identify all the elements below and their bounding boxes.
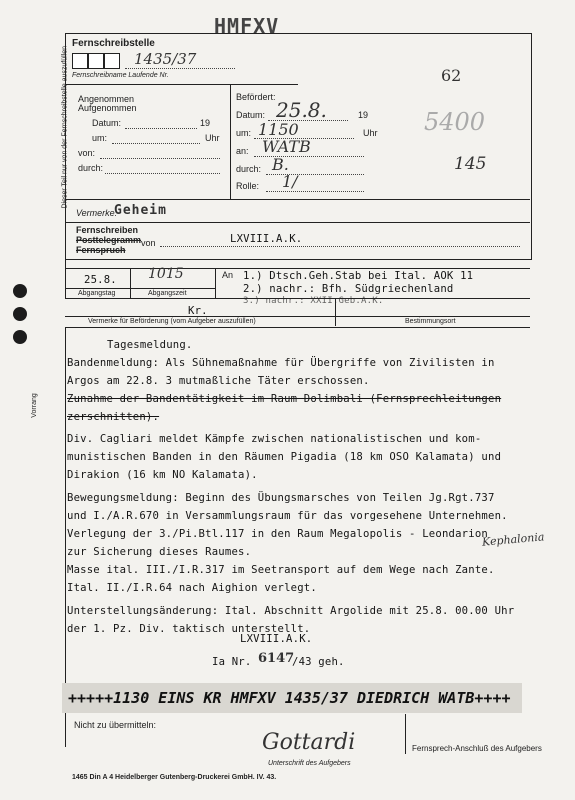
punch-hole — [13, 330, 27, 344]
dispatch-time-label: Abgangszeit — [148, 290, 187, 297]
forwarded-date-label: Datum: — [236, 110, 266, 120]
message-line: Bewegungsmeldung: Beginn des Übungsmarsches von Teilen Jg.Rgt.737 — [67, 492, 495, 504]
priority: Kr. — [188, 305, 208, 317]
serial-number: 1435/37 — [134, 50, 197, 68]
forwarded-to-label: an: — [236, 146, 249, 156]
message-line: Tagesmeldung. — [107, 339, 193, 351]
office-title: Fernschreibstelle — [72, 38, 155, 49]
recipient-3: 3.) nachr.: XXII.Geb.A.K. — [243, 296, 384, 306]
remark-label: Vermerke: — [76, 208, 118, 218]
message-line: Masse ital. III./I.R.317 im Seetransport auf dem Wege nach Zante. — [67, 564, 495, 576]
received-time-unit: Uhr — [205, 133, 220, 143]
received-heading-1: Angenommen — [78, 94, 135, 104]
dispatch-date-label: Abgangstag — [78, 290, 116, 297]
forwarded-time-value: 1150 — [258, 120, 299, 139]
teleprinter-strip: +++++1130 EINS KR HMFXV 1435/37 DIEDRICH WATB++++ — [68, 689, 511, 707]
header-stamp: HMFXV — [214, 14, 280, 38]
message-line-struck: zerschnitten). — [67, 411, 160, 423]
from-label: von — [141, 238, 156, 248]
message-line: Dirakion (16 km NO Kalamata). — [67, 469, 258, 481]
message-line: Argos am 22.8. 3 mutmaßliche Täter erschossen. — [67, 375, 370, 387]
reference-number: 6147 — [258, 651, 295, 666]
dispatch-time: 1015 — [148, 266, 184, 282]
destination-caption: Bestimmungsort — [405, 318, 456, 325]
forwarded-time-unit: Uhr — [363, 128, 378, 138]
page-number: 62 — [441, 66, 462, 85]
punch-hole — [13, 284, 27, 298]
recipient-1: 1.) Dtsch.Geh.Stab bei Ital. AOK 11 — [243, 270, 474, 282]
received-date-label: Datum: — [92, 118, 122, 128]
message-line: zur Sicherung dieses Raumes. — [67, 546, 252, 558]
reference-prefix: Ia Nr. — [212, 656, 252, 668]
received-time-label: um: — [92, 133, 108, 143]
handwritten-signature: Gottardi — [262, 730, 356, 755]
message-line: munistischen Banden in den Räumen Pigadia (18 km OSO Kalamata) und — [67, 451, 502, 463]
message-line-struck: Zunahme der Bandentätigkeit im Raum Dolimbali (Fernsprechleitungen — [67, 393, 502, 405]
correction-note: Kephalonia — [481, 530, 545, 549]
forwarded-date-value: 25.8. — [276, 98, 327, 122]
forwarded-by-value: B. — [272, 155, 289, 174]
phone-caption: Fernsprech-Anschluß des Aufgebers — [412, 744, 542, 753]
message-line: Ital. II./I.R.64 nach Aighion verlegt. — [67, 582, 317, 594]
forwarded-to-value: WATB — [262, 137, 311, 156]
received-by-label: durch: — [78, 163, 104, 173]
reference-suffix: /43 geh. — [292, 656, 345, 668]
forwarded-roll-value: 1/ — [282, 172, 298, 191]
message-line: Unterstellungsänderung: Ital. Abschnitt Argolide mit 25.8. 00.00 Uhr — [67, 605, 515, 617]
channel-telex: Fernschreiben — [76, 225, 139, 235]
channel-phone: Fernspruch — [76, 245, 126, 255]
not-to-transmit-label: Nicht zu übermitteln: — [74, 720, 157, 730]
forwarded-year: 19 — [358, 110, 369, 120]
channel-telegram: Posttelegramm — [76, 235, 142, 245]
signature-caption: Unterschrift des Aufgebers — [268, 760, 351, 767]
message-line: Bandenmeldung: Als Sühnemaßnahme für Übergriffe von Zivilisten in — [67, 357, 495, 369]
side-note: Dieser Teil nur von der Fernschreibstelle auszufüllen — [61, 45, 69, 209]
sender-unit: LXVIII.A.K. — [230, 233, 303, 245]
message-line: Div. Cagliari meldet Kämpfe zwischen nationalistischen und kom- — [67, 433, 482, 445]
forwarded-roll-label: Rolle: — [236, 181, 260, 191]
margin-note-1: 5400 — [424, 108, 486, 136]
forwarded-by-label: durch: — [236, 164, 262, 174]
recipient-2: 2.) nachr.: Bfh. Südgriechenland — [243, 283, 454, 295]
forwarded-time-label: um: — [236, 128, 252, 138]
to-label: An — [222, 270, 234, 280]
margin-note-2: 145 — [454, 154, 487, 174]
priority-caption: Vermerke für Beförderung (vom Aufgeber auszufüllen) — [88, 318, 256, 325]
margin-word: Vorrang — [30, 393, 38, 418]
message-line: und I./A.R.670 in Versammlungsraum für das vorgesehene Unternehmen. — [67, 510, 508, 522]
signature-unit: LXVIII.A.K. — [240, 633, 313, 645]
message-line: der 1. Pz. Div. taktisch unterstellt. — [67, 623, 311, 635]
serial-caption: Fernschreibname Laufende Nr. — [72, 72, 169, 79]
remark-stamp: Geheim — [114, 203, 167, 218]
received-heading-2: Aufgenommen — [78, 103, 137, 113]
received-from-label: von: — [78, 148, 96, 158]
message-line: Verlegung der 3./Pi.Btl.117 in den Raum Megalopolis - Leondarion — [67, 528, 488, 540]
forwarded-heading: Befördert: — [236, 92, 276, 102]
printer-line: 1465 Din A 4 Heidelberger Gutenberg-Druckerei GmbH. IV. 43. — [72, 774, 277, 781]
received-year: 19 — [200, 118, 211, 128]
message-body — [67, 336, 527, 638]
dispatch-date: 25.8. — [84, 274, 117, 286]
punch-hole — [13, 307, 27, 321]
